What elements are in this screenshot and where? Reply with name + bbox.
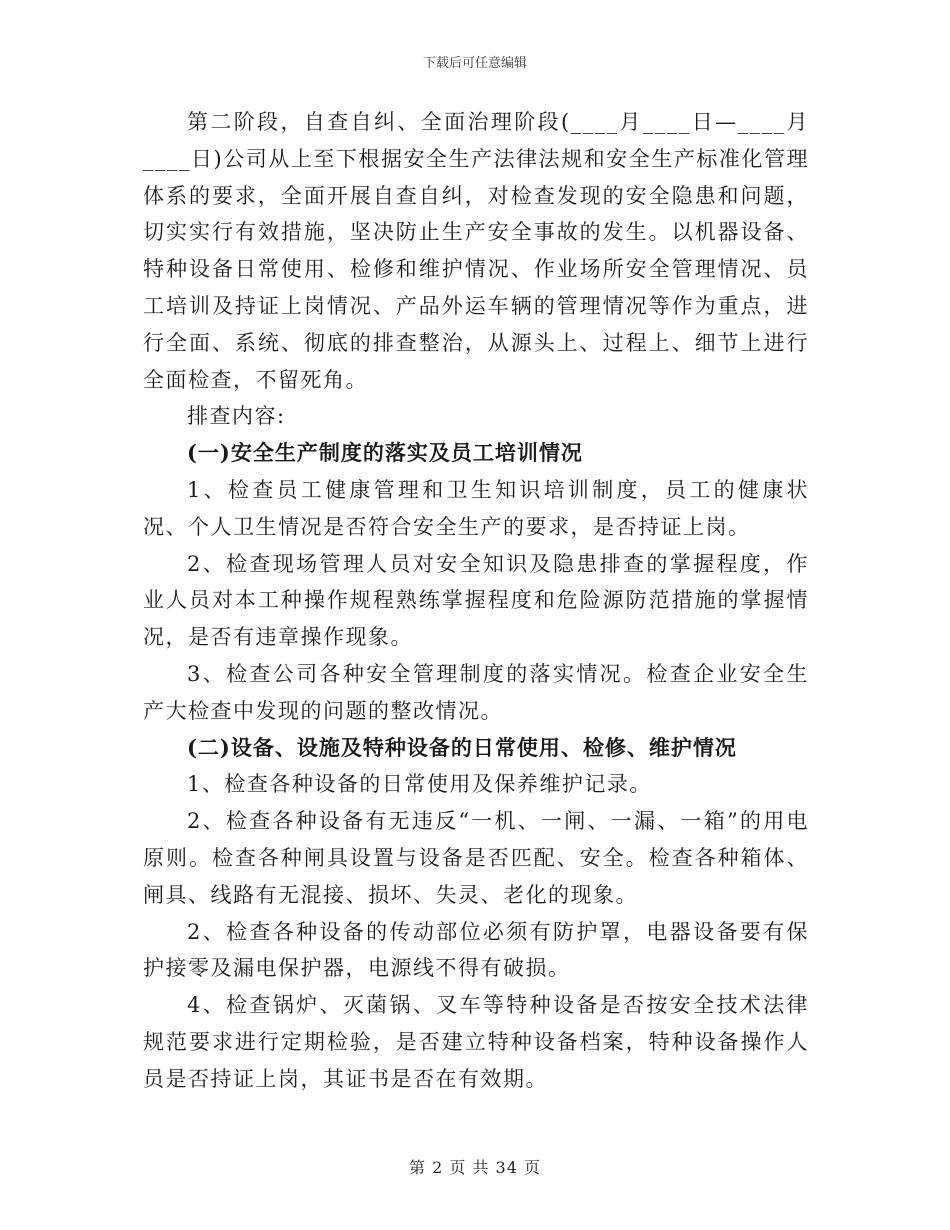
page-number: 第 2 页 共 34 页 <box>409 1158 541 1177</box>
paragraph-inspection-content: 排查内容: <box>187 404 286 429</box>
paragraph-item: 1、检查员工健康管理和卫生知识培训制度，员工的健康状况、个人卫生情况是否符合安全生产的要求，是否持证上岗。 <box>143 477 809 539</box>
paragraph-item: 2、检查各种设备的传动部位必须有防护罩，电器设备要有保护接零及漏电保护器，电源线不得有破损。 <box>143 919 809 981</box>
paragraph-stage-two: 第二阶段，自查自纠、全面治理阶段(____月____日—____月____日)公司从上至下根据安全生产法律法规和安全生产标准化管理体系的要求，全面开展自查自纠，对检查发现的安全隐患和问题，切实实行有效措施，坚决防止生产安全事故的发生。以机器设备、特种设备日常使用、检修和维护情况、作业场所安全管理情况、员工培训及持证上岗情况、产品外运车辆的管理情况等作为重点，进行全面、系统、彻底的排查整治，从源头上、过程上、细节上进行全面检查，不留死角。 <box>143 110 809 392</box>
section-heading-1: (一)安全生产制度的落实及员工培训情况 <box>187 440 583 466</box>
document-body <box>143 104 809 1098</box>
paragraph-item: 1、检查各种设备的日常使用及保养维护记录。 <box>187 772 652 797</box>
paragraph-item: 4、检查锅炉、灭菌锅、叉车等特种设备是否按安全技术法律规范要求进行定期检验，是否建立特种设备档案，特种设备操作人员是否持证上岗，其证书是否在有效期。 <box>143 993 809 1091</box>
paragraph-item: 3、检查公司各种安全管理制度的落实情况。检查企业安全生产大检查中发现的问题的整改情况。 <box>143 661 809 723</box>
section-heading-2: (二)设备、设施及特种设备的日常使用、检修、维护情况 <box>187 734 737 760</box>
header-note: 下载后可任意编辑 <box>422 56 527 71</box>
paragraph-item: 2、检查现场管理人员对安全知识及隐患排查的掌握程度，作业人员对本工种操作规程熟练掌握程度和危险源防范措施的掌握情况，是否有违章操作现象。 <box>143 551 809 650</box>
paragraph-item: 2、检查各种设备有无违反“一机、一闸、一漏、一箱”的用电原则。检查各种闸具设置与设备是否匹配、安全。检查各种箱体、闸具、线路有无混接、损坏、失灵、老化的现象。 <box>143 809 809 907</box>
